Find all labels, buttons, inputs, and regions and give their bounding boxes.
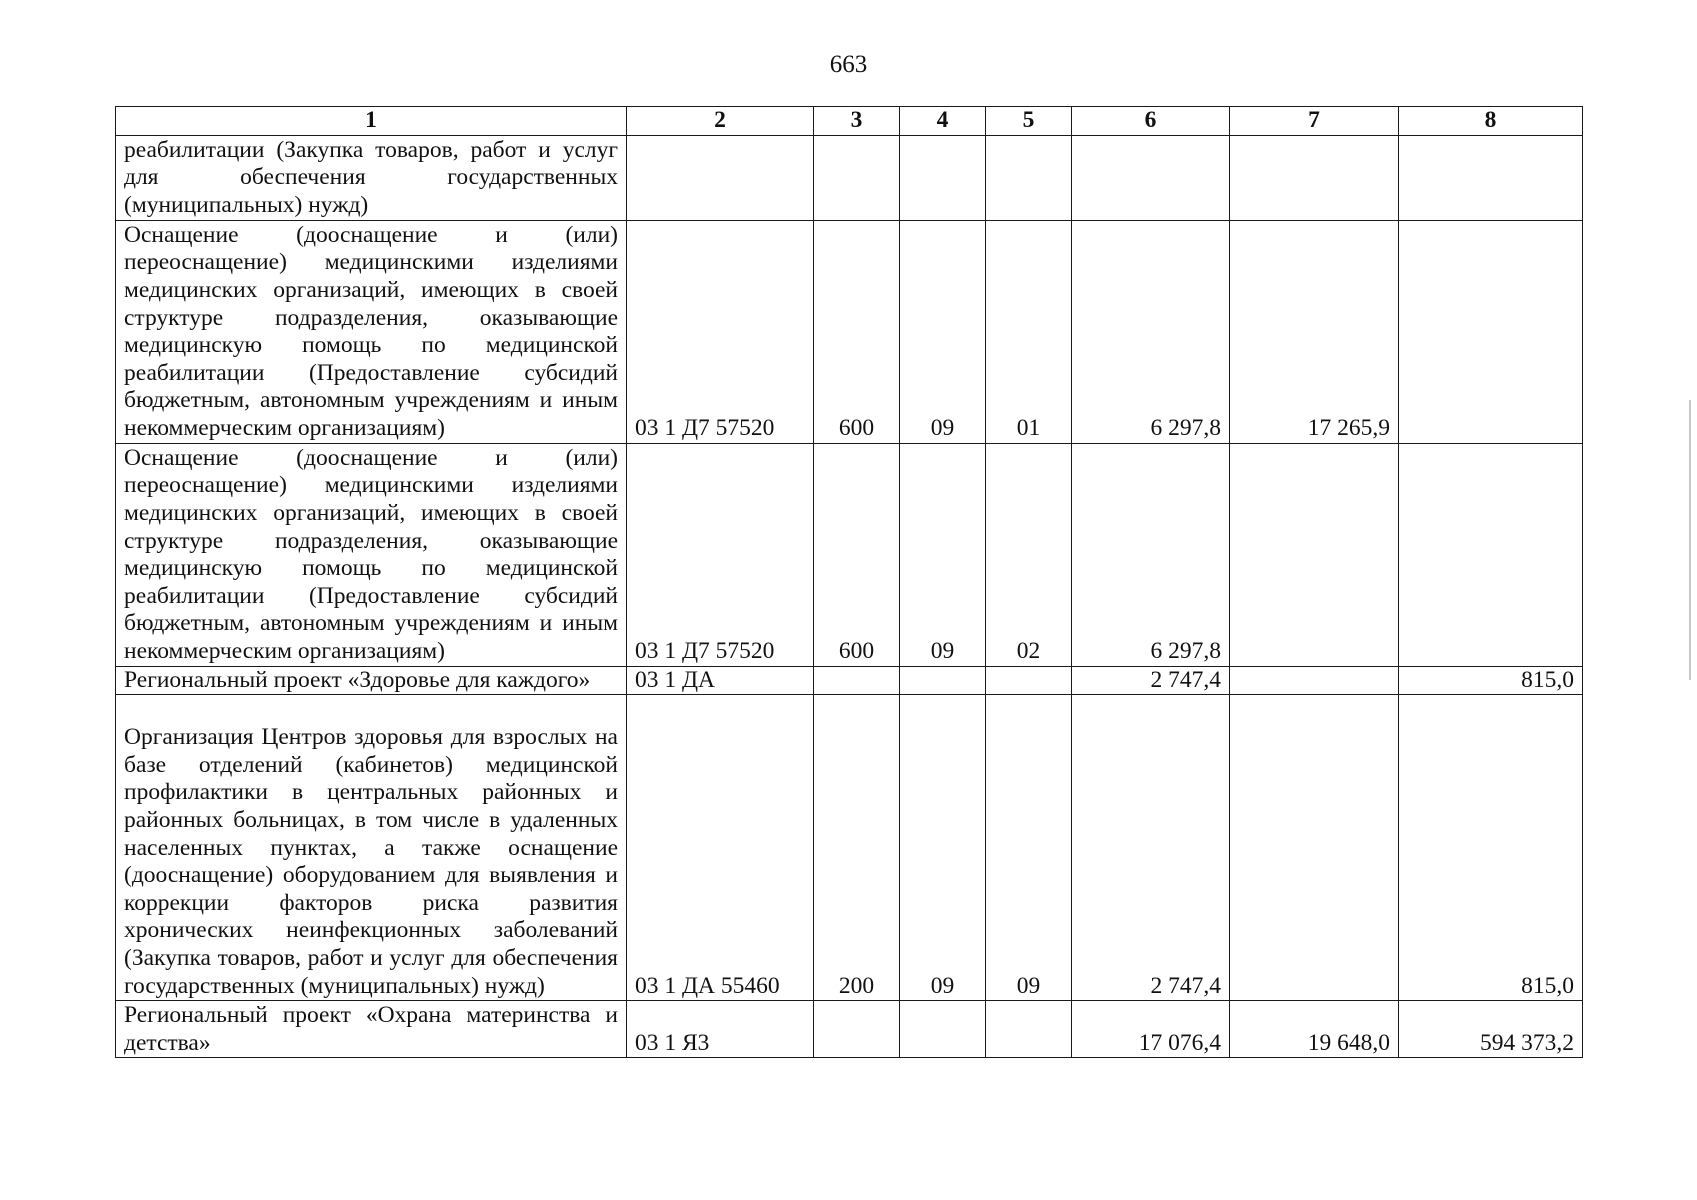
- row-name-cell: Региональный проект «Охрана материнства и детства»: [116, 1001, 627, 1058]
- amount-col7-cell: [1230, 443, 1399, 666]
- row-name-cell: Оснащение (дооснащение и (или) переоснащение) медицинскими изделиями медицинских организаций, имеющих в своей структуре подразделения, оказывающие медицинскую помощь по медицинской реабилитации (Предоставление субсидий бюджетным, автономным учреждениям и иным некоммерческим организациям): [116, 220, 627, 443]
- amount-col7-cell: [1230, 135, 1399, 220]
- column-header-8: 8: [1399, 107, 1583, 136]
- budget-table: [115, 106, 1583, 1058]
- column-header-4: 4: [900, 107, 986, 136]
- expense-type-cell: [814, 1001, 900, 1058]
- amount-col7-cell: [1230, 666, 1399, 695]
- subsection-cell: 09: [986, 695, 1072, 1001]
- target-code-cell: 03 1 Я3: [627, 1001, 814, 1058]
- amount-col6-cell: [1072, 135, 1230, 220]
- expense-type-cell: 200: [814, 695, 900, 1001]
- amount-col8-cell: 815,0: [1399, 666, 1583, 695]
- table-row: [116, 443, 1583, 666]
- table-row: [116, 220, 1583, 443]
- expense-type-cell: 600: [814, 220, 900, 443]
- amount-col7-cell: [1230, 695, 1399, 1001]
- table-row: [116, 695, 1583, 1001]
- section-cell: [900, 1001, 986, 1058]
- column-header-1: 1: [116, 107, 627, 136]
- section-cell: 09: [900, 443, 986, 666]
- scan-edge-mark: [1689, 400, 1691, 680]
- row-name-cell: Оснащение (дооснащение и (или) переоснащение) медицинскими изделиями медицинских организаций, имеющих в своей структуре подразделения, оказывающие медицинскую помощь по медицинской реабилитации (Предоставление субсидий бюджетным, автономным учреждениям и иным некоммерческим организациям): [116, 443, 627, 666]
- amount-col8-cell: 815,0: [1399, 695, 1583, 1001]
- amount-col8-cell: [1399, 220, 1583, 443]
- row-name-cell: Организация Центров здоровья для взрослых на базе отделений (кабинетов) медицинской профилактики в центральных районных и районных больницах, в том числе в удаленных населенных пунктах, а также оснащение (дооснащение) оборудованием для выявления и коррекции факторов риска развития хронических неинфекционных заболеваний (Закупка товаров, работ и услуг для обеспечения государственных (муниципальных) нужд): [116, 695, 627, 1001]
- section-cell: [900, 135, 986, 220]
- row-name-cell: реабилитации (Закупка товаров, работ и услуг для обеспечения государственных (муниципальных) нужд): [116, 135, 627, 220]
- table-row: [116, 135, 1583, 220]
- table-row: [116, 666, 1583, 695]
- expense-type-cell: [814, 666, 900, 695]
- column-header-3: 3: [814, 107, 900, 136]
- section-cell: 09: [900, 220, 986, 443]
- subsection-cell: [986, 135, 1072, 220]
- subsection-cell: [986, 1001, 1072, 1058]
- target-code-cell: 03 1 Д7 57520: [627, 443, 814, 666]
- amount-col6-cell: 2 747,4: [1072, 666, 1230, 695]
- subsection-cell: 01: [986, 220, 1072, 443]
- page-number: 663: [829, 51, 868, 78]
- target-code-cell: 03 1 Д7 57520: [627, 220, 814, 443]
- section-cell: 09: [900, 695, 986, 1001]
- amount-col8-cell: 594 373,2: [1399, 1001, 1583, 1058]
- column-header-2: 2: [627, 107, 814, 136]
- table-header-row: [116, 107, 1583, 136]
- amount-col6-cell: 6 297,8: [1072, 220, 1230, 443]
- amount-col7-cell: 17 265,9: [1230, 220, 1399, 443]
- target-code-cell: [627, 135, 814, 220]
- amount-col6-cell: 6 297,8: [1072, 443, 1230, 666]
- column-header-7: 7: [1230, 107, 1399, 136]
- expense-type-cell: 600: [814, 443, 900, 666]
- section-cell: [900, 666, 986, 695]
- amount-col6-cell: 17 076,4: [1072, 1001, 1230, 1058]
- amount-col6-cell: 2 747,4: [1072, 695, 1230, 1001]
- target-code-cell: 03 1 ДА 55460: [627, 695, 814, 1001]
- target-code-cell: 03 1 ДА: [627, 666, 814, 695]
- column-header-5: 5: [986, 107, 1072, 136]
- subsection-cell: 02: [986, 443, 1072, 666]
- row-name-cell: Региональный проект «Здоровье для каждого»: [116, 666, 627, 695]
- amount-col7-cell: 19 648,0: [1230, 1001, 1399, 1058]
- amount-col8-cell: [1399, 135, 1583, 220]
- expense-type-cell: [814, 135, 900, 220]
- column-header-6: 6: [1072, 107, 1230, 136]
- table-row: [116, 1001, 1583, 1058]
- subsection-cell: [986, 666, 1072, 695]
- amount-col8-cell: [1399, 443, 1583, 666]
